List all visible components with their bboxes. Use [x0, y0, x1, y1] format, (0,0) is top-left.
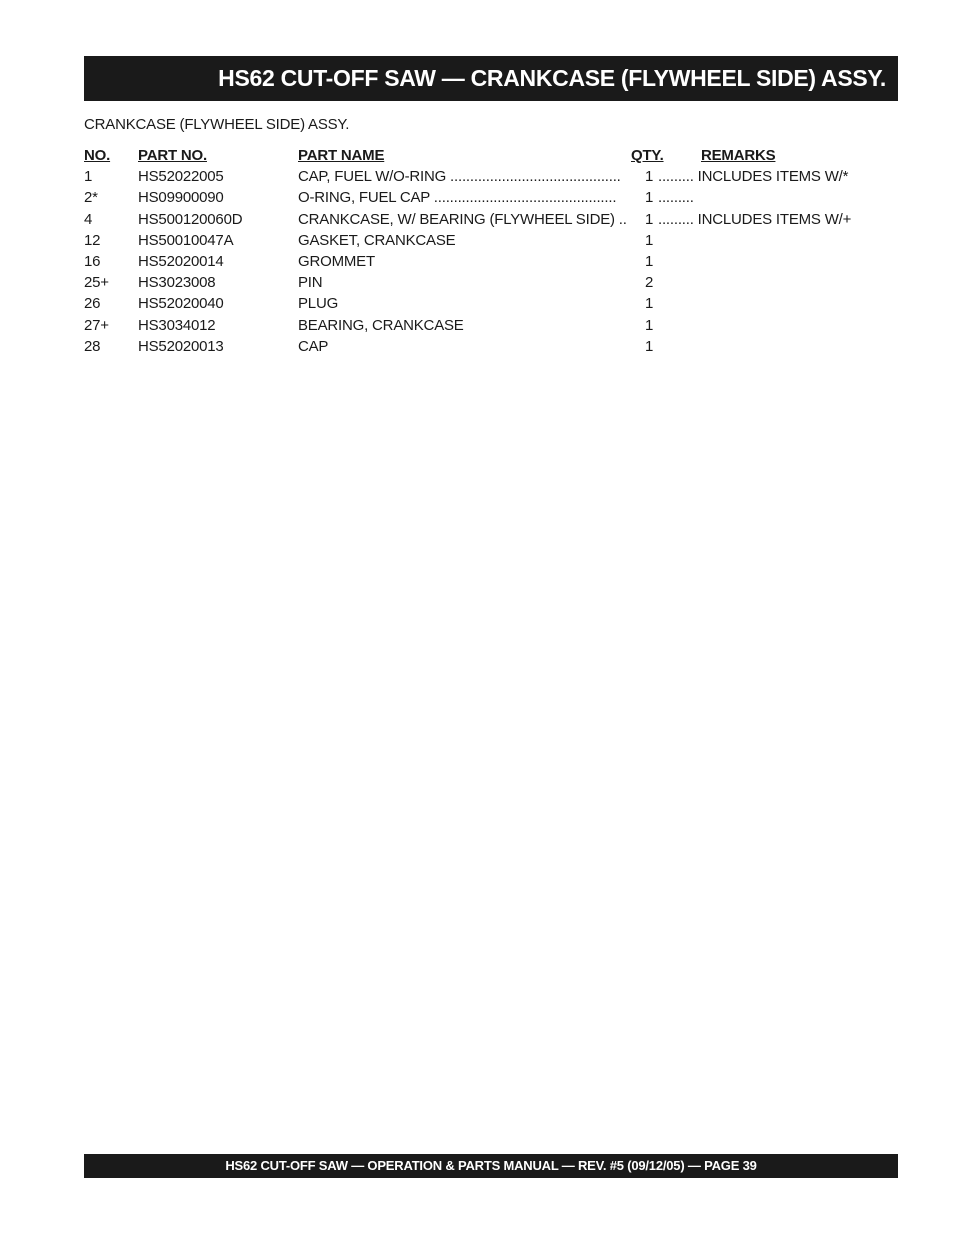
item-no: 28	[84, 337, 101, 355]
part-number: HS52020014	[138, 252, 224, 270]
part-number: HS52020013	[138, 337, 224, 355]
page-title: HS62 CUT-OFF SAW — CRANKCASE (FLYWHEEL SIDE) ASSY.	[84, 56, 898, 101]
quantity: 1	[645, 316, 654, 334]
column-header-no: NO.	[84, 147, 111, 164]
quantity: 1	[645, 231, 654, 249]
table-row	[84, 230, 884, 251]
item-no: 16	[84, 252, 101, 270]
table-row	[84, 187, 884, 208]
part-number: HS09900090	[138, 189, 224, 207]
quantity: 1	[645, 210, 654, 228]
column-header-qty: QTY.	[631, 147, 664, 164]
quantity: 1	[645, 252, 654, 270]
table-row	[84, 209, 884, 230]
quantity: 1	[645, 337, 654, 355]
part-number: HS3023008	[138, 274, 216, 292]
part-number: HS3034012	[138, 316, 216, 334]
remarks: ......... INCLUDES ITEMS W/*	[658, 168, 849, 186]
remarks: .........	[658, 189, 694, 207]
quantity: 1	[645, 189, 654, 207]
part-name: CAP, FUEL W/O-RING ...........................................	[298, 168, 621, 186]
item-no: 25+	[84, 274, 109, 292]
table-header-row	[84, 145, 884, 166]
parts-table	[84, 145, 884, 357]
column-header-part-name: PART NAME	[298, 147, 385, 164]
part-name: GROMMET	[298, 252, 375, 270]
part-name: CRANKCASE, W/ BEARING (FLYWHEEL SIDE) ..	[298, 210, 627, 228]
remarks: ......... INCLUDES ITEMS W/+	[658, 210, 852, 228]
item-no: 1	[84, 168, 93, 186]
column-header-part-no: PART NO.	[138, 147, 207, 164]
item-no: 12	[84, 231, 101, 249]
part-name: GASKET, CRANKCASE	[298, 231, 456, 249]
part-number: HS52020040	[138, 295, 224, 313]
quantity: 1	[645, 295, 654, 313]
table-row	[84, 336, 884, 357]
table-row	[84, 272, 884, 293]
part-name: BEARING, CRANKCASE	[298, 316, 464, 334]
page-footer: HS62 CUT-OFF SAW — OPERATION & PARTS MANUAL — REV. #5 (09/12/05) — PAGE 39	[84, 1154, 898, 1178]
part-name: PIN	[298, 274, 323, 292]
item-no: 4	[84, 210, 93, 228]
part-name: CAP	[298, 337, 329, 355]
item-no: 27+	[84, 316, 109, 334]
item-no: 2*	[84, 189, 98, 207]
table-row	[84, 315, 884, 336]
table-row	[84, 166, 884, 187]
table-row	[84, 251, 884, 272]
column-header-remarks: REMARKS	[701, 147, 776, 164]
part-number: HS500120060D	[138, 210, 243, 228]
quantity: 1	[645, 168, 654, 186]
table-row	[84, 293, 884, 314]
part-name: O-RING, FUEL CAP ..............................................	[298, 189, 617, 207]
section-subtitle: CRANKCASE (FLYWHEEL SIDE) ASSY.	[84, 116, 350, 133]
quantity: 2	[645, 274, 654, 292]
part-number: HS52022005	[138, 168, 224, 186]
item-no: 26	[84, 295, 101, 313]
part-name: PLUG	[298, 295, 339, 313]
part-number: HS50010047A	[138, 231, 234, 249]
